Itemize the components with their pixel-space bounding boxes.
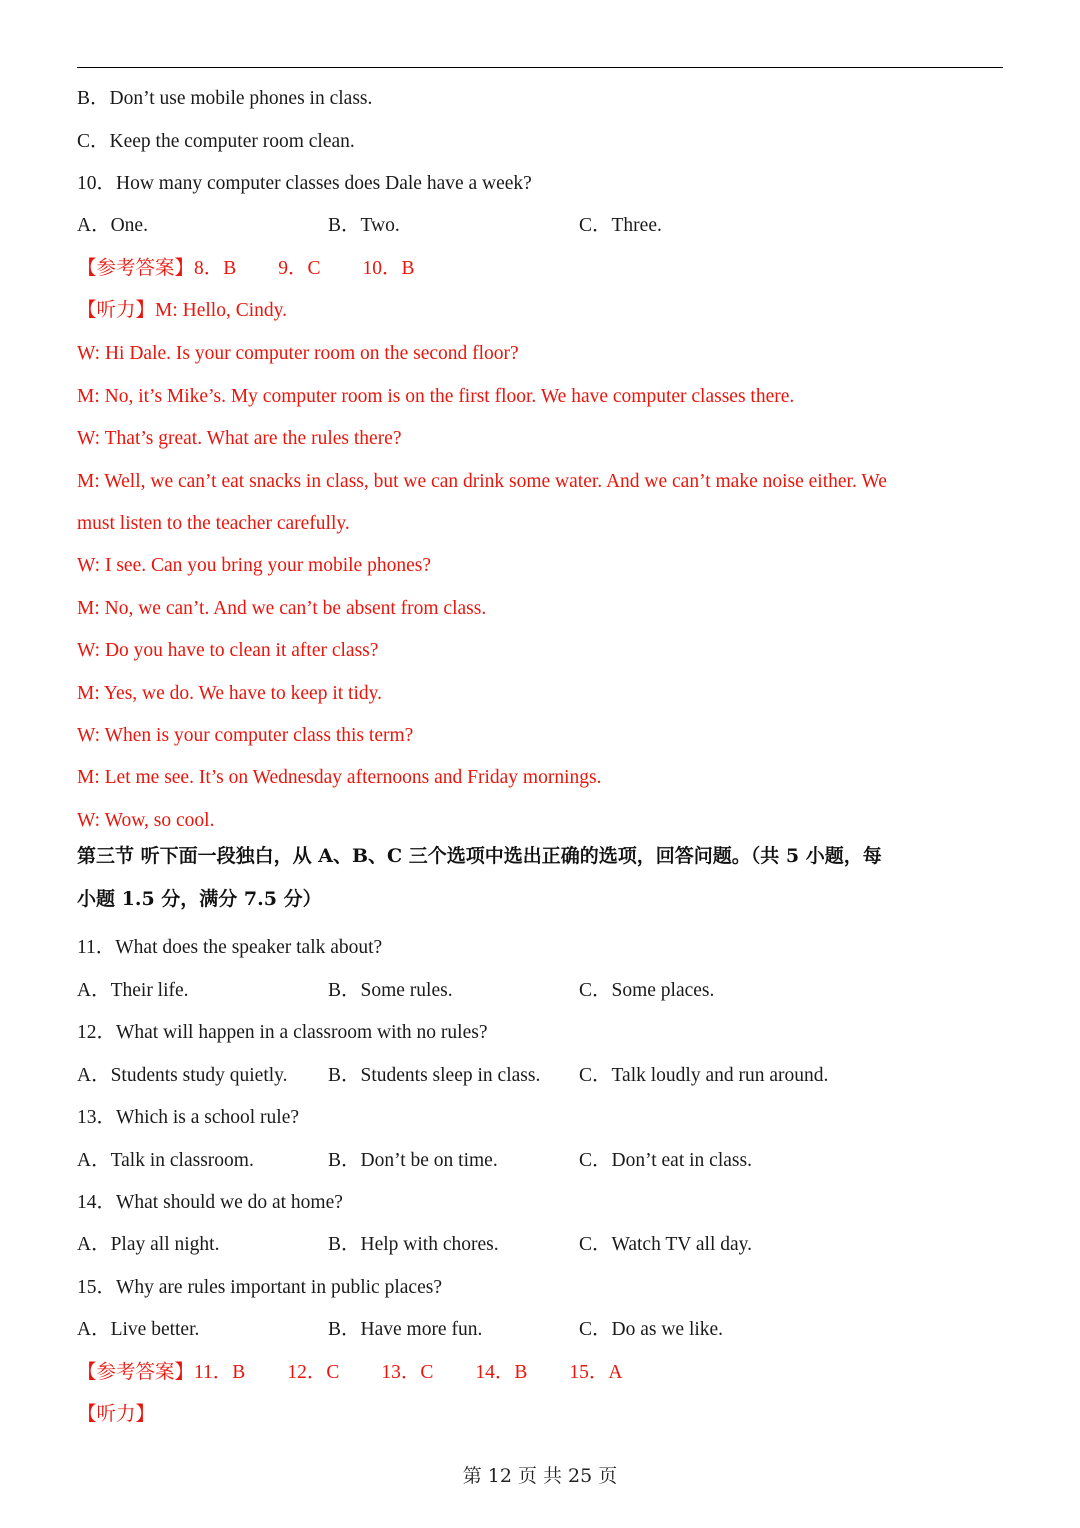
q13-option-c: C．Don’t eat in class. [579, 1150, 752, 1171]
q11-options [77, 978, 1003, 1004]
q13-stem: 13．Which is a school rule? [77, 1107, 300, 1128]
transcript-line: W: Do you have to clean it after class? [77, 640, 379, 661]
q14-option-b: B．Help with chores. [328, 1234, 499, 1255]
q12-option-c: C．Talk loudly and run around. [579, 1065, 829, 1086]
q15-option-b: B．Have more fun. [328, 1319, 483, 1340]
q9-option-c: C．Keep the computer room clean. [77, 131, 355, 152]
header-rule [77, 67, 1003, 68]
transcript-line: M: Let me see. It’s on Wednesday afternoons and Friday mornings. [77, 767, 602, 788]
transcript-label: 【听力】 [77, 300, 156, 321]
q9-option-b: B．Don’t use mobile phones in class. [77, 88, 373, 109]
q14-stem: 14．What should we do at home? [77, 1192, 343, 1213]
q10-option-b: B．Two. [328, 215, 400, 236]
transcript-line: M: Well, we can’t eat snacks in class, but we can drink some water. And we can’t make noise either. We [77, 471, 887, 492]
answer-item: 9．C [278, 258, 321, 279]
answer-item: 8．B [194, 258, 237, 279]
transcript-line: W: When is your computer class this term? [77, 725, 414, 746]
answer-item: 13．C [381, 1362, 434, 1383]
page-footer: 第 12 页 共 25 页 [462, 1465, 618, 1487]
answer-key-label: 【参考答案】 [77, 1362, 195, 1383]
q13-option-a: A．Talk in classroom. [77, 1150, 254, 1171]
q10-stem: 10．How many computer classes does Dale have a week? [77, 173, 532, 194]
q15-options [77, 1317, 1003, 1343]
transcript-1-first [77, 298, 287, 324]
q10-option-c: C．Three. [579, 215, 662, 236]
q10-options [77, 213, 1003, 239]
q11-stem: 11．What does the speaker talk about? [77, 937, 383, 958]
transcript-2-label: 【听力】 [77, 1404, 156, 1425]
transcript-line: M: Hello, Cindy. [155, 300, 288, 321]
transcript-line: must listen to the teacher carefully. [77, 513, 350, 534]
q12-option-b: B．Students sleep in class. [328, 1065, 541, 1086]
q13-option-b: B．Don’t be on time. [328, 1150, 498, 1171]
q14-option-c: C．Watch TV all day. [579, 1234, 752, 1255]
q14-option-a: A．Play all night. [77, 1234, 220, 1255]
q12-stem: 12．What will happen in a classroom with no rules? [77, 1022, 488, 1043]
transcript-line: W: That’s great. What are the rules there? [77, 428, 402, 449]
transcript-line: W: Hi Dale. Is your computer room on the second floor? [77, 343, 519, 364]
q14-options [77, 1232, 1003, 1258]
section-3-heading-line-1: 第三节 听下面一段独白，从 A、B、C 三个选项中选出正确的选项，回答问题。（共 5 小题，每 [77, 845, 882, 867]
q10-option-a: A．One. [77, 215, 148, 236]
q15-stem: 15．Why are rules important in public places? [77, 1277, 442, 1298]
q15-option-c: C．Do as we like. [579, 1319, 724, 1340]
transcript-line: M: Yes, we do. We have to keep it tidy. [77, 683, 382, 704]
transcript-line: W: Wow, so cool. [77, 810, 215, 831]
transcript-line: W: I see. Can you bring your mobile phones? [77, 555, 431, 576]
q11-option-c: C．Some places. [579, 980, 715, 1001]
answer-item: 12．C [287, 1362, 340, 1383]
answer-key-2 [77, 1360, 622, 1386]
transcript-line: M: No, we can’t. And we can’t be absent from class. [77, 598, 487, 619]
answer-key-1 [77, 256, 415, 282]
answer-item: 14．B [475, 1362, 528, 1383]
section-3-heading-line-2: 小题 1.5 分，满分 7.5 分） [77, 888, 322, 910]
answer-item: 10．B [362, 258, 415, 279]
answer-item: 11．B [194, 1362, 246, 1383]
q13-options [77, 1148, 1003, 1174]
q11-option-b: B．Some rules. [328, 980, 453, 1001]
q11-option-a: A．Their life. [77, 980, 189, 1001]
q12-options [77, 1063, 1003, 1089]
transcript-line: M: No, it’s Mike’s. My computer room is on the first floor. We have computer classes there. [77, 386, 795, 407]
answer-key-label: 【参考答案】 [77, 258, 195, 279]
answer-item: 15．A [569, 1362, 623, 1383]
q15-option-a: A．Live better. [77, 1319, 200, 1340]
q12-option-a: A．Students study quietly. [77, 1065, 288, 1086]
